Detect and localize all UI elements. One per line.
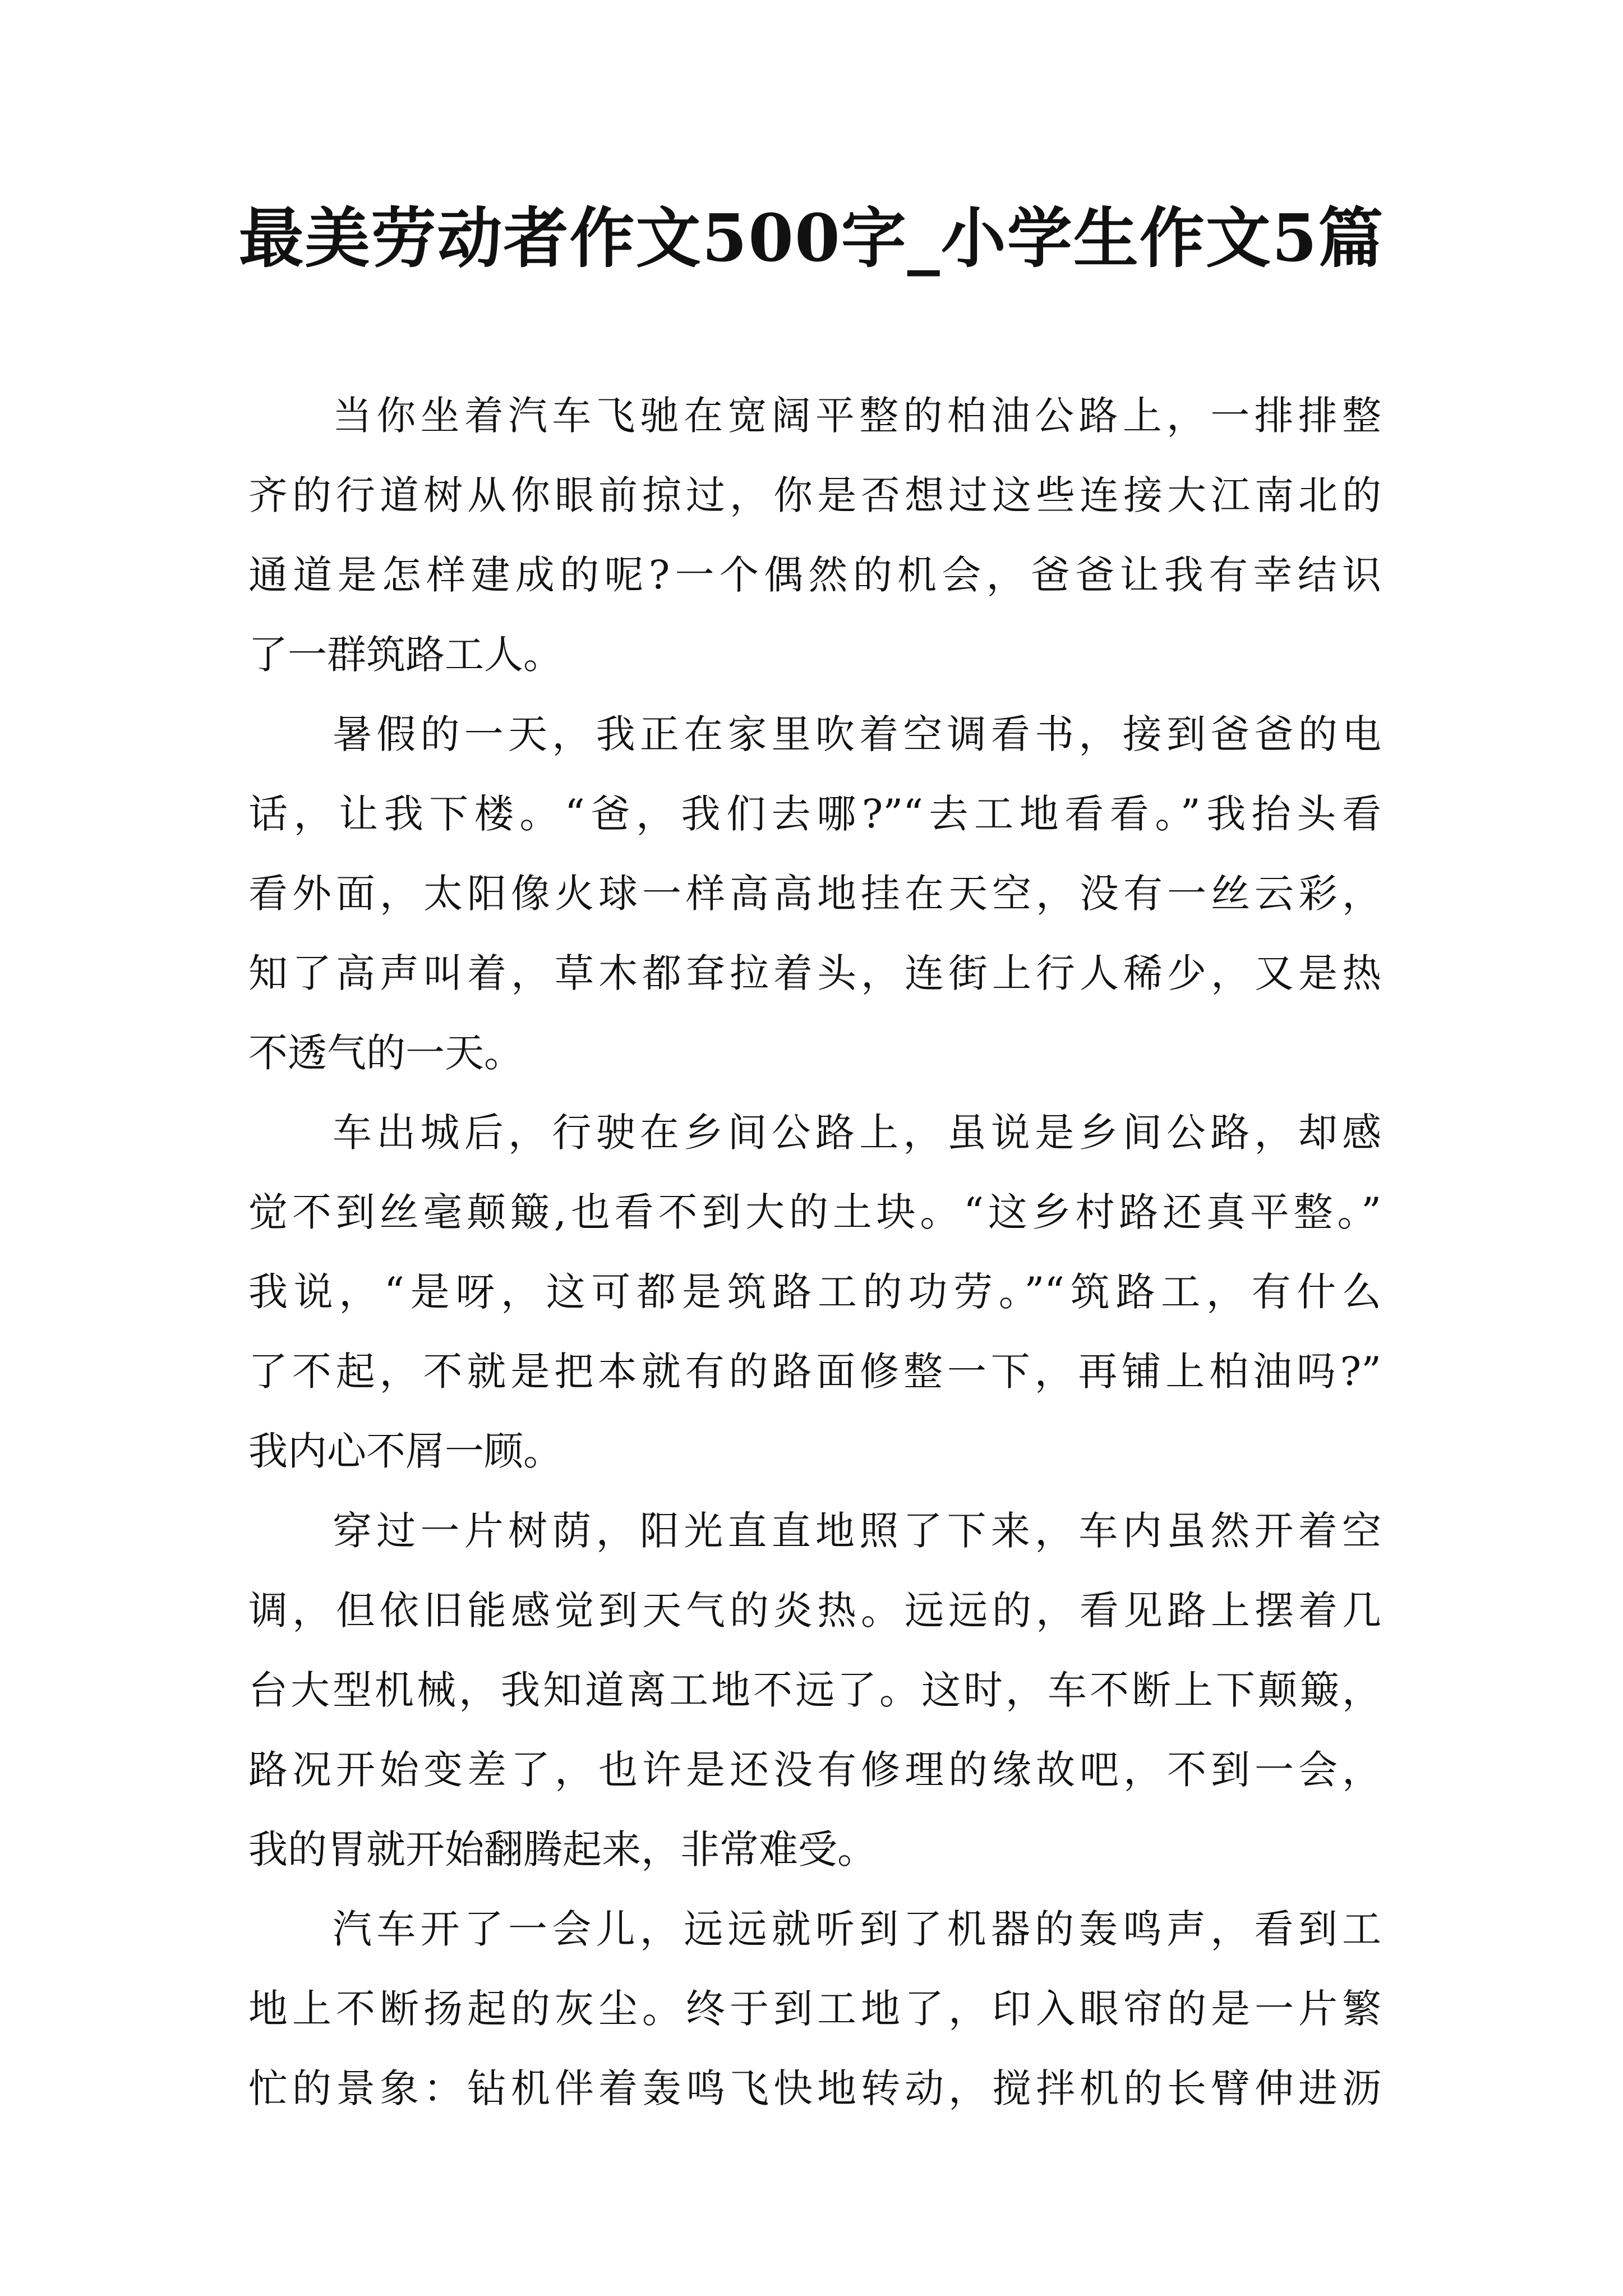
text-line: 话，让我下楼。“爸，我们去哪?”“去工地看看。”我抬头看 (248, 791, 1381, 837)
text-line: 我说，“是呀，这可都是筑路工的功劳。”“筑路工，有什么 (248, 1269, 1381, 1315)
text-line: 路况开始变差了，也许是还没有修理的缘故吧，不到一会， (248, 1747, 1381, 1793)
text-line: 当你坐着汽车飞驰在宽阔平整的柏油公路上，一排排整 (333, 393, 1381, 439)
text-line: 车出城后，行驶在乡间公路上，虽说是乡间公路，却感 (333, 1110, 1381, 1156)
document-body (248, 376, 1381, 2128)
text-line: 通道是怎样建成的呢?一个偶然的机会，爸爸让我有幸结识 (248, 552, 1381, 598)
text-line: 汽车开了一会儿，远远就听到了机器的轰鸣声，看到工 (333, 1906, 1381, 1952)
paragraph-4 (248, 1491, 1381, 1889)
text-line: 了不起，不就是把本就有的路面修整一下，再铺上柏油吗?” (248, 1349, 1381, 1395)
paragraph-2 (248, 694, 1381, 1093)
text-line: 我的胃就开始翻腾起来，非常难受。 (248, 1826, 877, 1872)
text-line: 我内心不屑一顾。 (248, 1428, 562, 1474)
text-line: 知了高声叫着，草木都耷拉着头，连街上行人稀少，又是热 (248, 950, 1381, 996)
text-line: 暑假的一天，我正在家里吹着空调看书，接到爸爸的电 (333, 711, 1381, 757)
text-line: 看外面，太阳像火球一样高高地挂在天空，没有一丝云彩， (248, 871, 1381, 917)
text-line: 忙的景象：钻机伴着轰鸣飞快地转动，搅拌机的长臂伸进沥 (248, 2065, 1381, 2111)
text-line: 穿过一片树荫，阳光直直地照了下来，车内虽然开着空 (333, 1508, 1381, 1554)
text-line: 觉不到丝毫颠簸,也看不到大的土块。“这乡村路还真平整。” (248, 1189, 1381, 1235)
text-line: 了一群筑路工人。 (248, 632, 562, 678)
text-line: 齐的行道树从你眼前掠过，你是否想过这些连接大江南北的 (248, 472, 1381, 518)
text-line: 不透气的一天。 (248, 1030, 523, 1076)
paragraph-1 (248, 376, 1381, 694)
text-line: 调，但依旧能感觉到天气的炎热。远远的，看见路上摆着几 (248, 1588, 1381, 1634)
paragraph-5 (248, 1889, 1381, 2128)
document-title: 最美劳动者作文500字_小学生作文5篇 (238, 200, 1385, 277)
text-line: 地上不断扬起的灰尘。终于到工地了，印入眼帘的是一片繁 (248, 1986, 1381, 2032)
paragraph-3 (248, 1093, 1381, 1491)
text-line: 台大型机械，我知道离工地不远了。这时，车不断上下颠簸， (248, 1667, 1381, 1713)
